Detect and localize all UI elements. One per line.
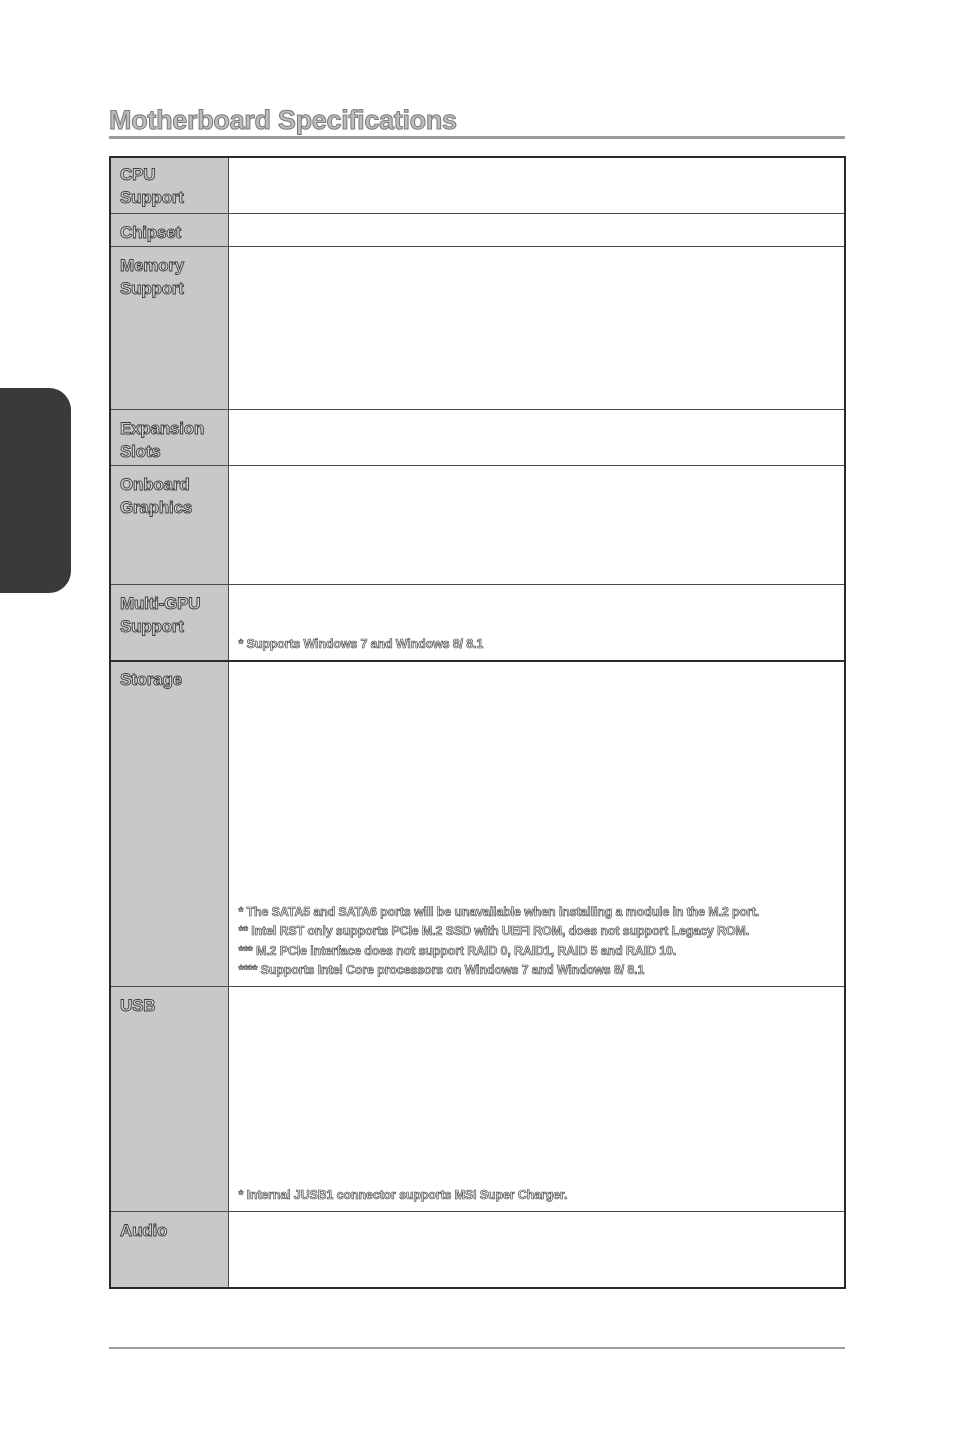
spec-value-cpu-support: [228, 156, 846, 213]
spec-row-storage: [109, 660, 846, 986]
spec-value-chipset: [228, 213, 846, 246]
spec-label-expansion-slots: Expansion Slots: [120, 418, 205, 461]
title-underline: [109, 136, 845, 139]
spec-value-audio: [228, 1211, 846, 1289]
spec-label-cell: [109, 584, 228, 660]
spec-row-chipset: [109, 213, 846, 246]
spec-value-memory-support: [228, 246, 846, 409]
spec-label-cell: [109, 465, 228, 584]
chapter-side-tab: [0, 388, 71, 593]
spec-row-cpu-support: [109, 156, 846, 213]
spec-label-cell: [109, 660, 228, 986]
spec-row-expansion-slots: [109, 409, 846, 465]
spec-label-multi-gpu-support: Multi-GPU Support: [120, 593, 201, 636]
spec-row-usb: [109, 986, 846, 1211]
spec-value-expansion-slots: [228, 409, 846, 465]
page-title: Motherboard Specifications: [109, 105, 457, 135]
spec-label-usb: USB: [120, 995, 156, 1015]
spec-label-cell: [109, 986, 228, 1211]
spec-row-onboard-graphics: [109, 465, 846, 584]
spec-label-cell: [109, 246, 228, 409]
spec-label-cell: [109, 213, 228, 246]
spec-label-chipset: Chipset: [120, 222, 181, 242]
footnote: **** Supports Intel Core processors on Windows 7 and Windows 8/ 8.1: [238, 963, 645, 977]
spec-label-onboard-graphics: Onboard Graphics: [120, 474, 193, 517]
spec-row-memory-support: [109, 246, 846, 409]
footnote: * Supports Windows 7 and Windows 8/ 8.1: [238, 637, 484, 651]
spec-value-multi-gpu-support: [228, 584, 846, 660]
spec-value-storage: [228, 660, 846, 986]
spec-label-audio: Audio: [120, 1220, 168, 1240]
spec-label-cpu-support: CPU Support: [120, 165, 184, 207]
specifications-table: [109, 156, 846, 1289]
footnotes: [239, 1186, 841, 1206]
spec-label-cell: [109, 409, 228, 465]
spec-value-usb: [228, 986, 846, 1211]
footnotes: [239, 635, 841, 655]
footnotes: [239, 903, 841, 981]
spec-label-cell: [109, 1211, 228, 1289]
footnote: ** Intel RST only supports PCIe M.2 SSD with UEFI ROM, does not support Legacy ROM.: [238, 924, 750, 938]
spec-label-cell: [109, 156, 228, 213]
footnote: * Internal JUSB1 connector supports MSI Super Charger.: [238, 1188, 568, 1202]
footnote: * The SATA5 and SATA6 ports will be unavailable when installing a module in the M.2 port.: [238, 904, 760, 919]
spec-label-memory-support: Memory Support: [120, 255, 184, 298]
spec-row-audio: [109, 1211, 846, 1289]
footer-rule: [109, 1347, 845, 1349]
spec-row-multi-gpu-support: [109, 584, 846, 660]
spec-label-storage: Storage: [120, 669, 182, 689]
footnote: *** M.2 PCIe interface does not support RAID 0, RAID1, RAID 5 and RAID 10.: [238, 943, 677, 958]
spec-value-onboard-graphics: [228, 465, 846, 584]
